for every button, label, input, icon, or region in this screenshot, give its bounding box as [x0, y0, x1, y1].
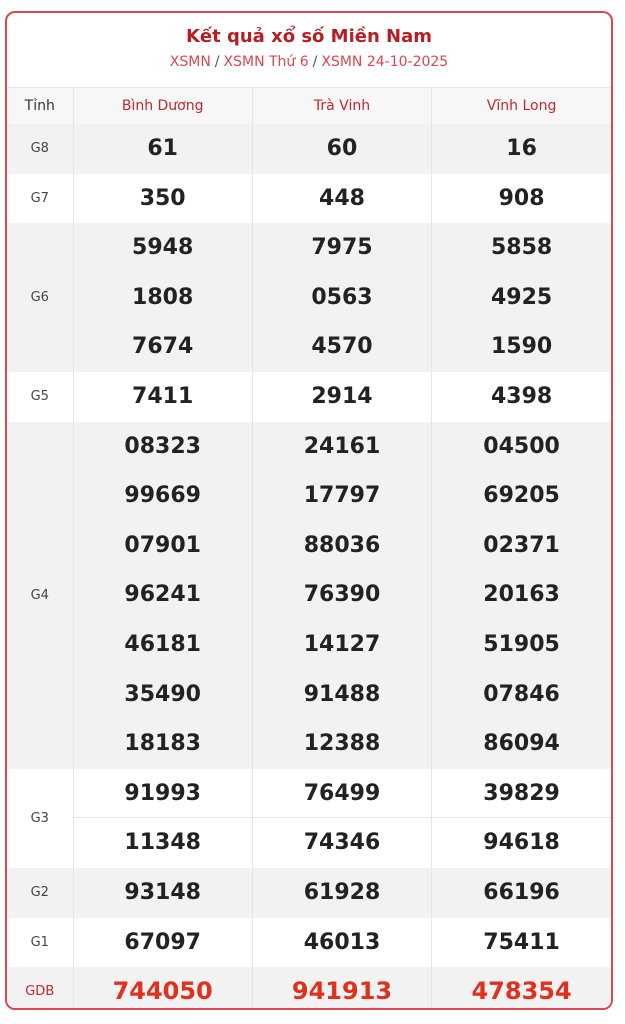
column-header-binh-duong[interactable]: Bình Dương [73, 88, 252, 124]
prize-cell [252, 422, 431, 769]
results-table [7, 88, 611, 1010]
prize-number: 46181 [124, 631, 201, 657]
column-header-vinh-long[interactable]: Vĩnh Long [432, 88, 611, 124]
prize-number: 20163 [483, 582, 560, 608]
prize-number: 02371 [483, 532, 560, 558]
prize-number: 46013 [303, 929, 381, 955]
table-row [7, 372, 611, 422]
prize-number: 4570 [311, 334, 373, 360]
table-row [7, 967, 611, 1010]
prize-cell [432, 174, 611, 224]
prize-label: G5 [7, 372, 73, 422]
prize-number: 1590 [490, 334, 553, 360]
prize-cell [73, 422, 252, 769]
prize-number: 66196 [483, 879, 560, 905]
prize-number: 60 [326, 136, 358, 161]
prize-number: 7674 [132, 334, 194, 360]
prize-number: 88036 [303, 532, 381, 558]
prize-number: 4925 [490, 284, 553, 310]
breadcrumb-separator: / [214, 54, 220, 70]
prize-cell [73, 769, 252, 868]
column-header-province: Tỉnh [7, 88, 73, 124]
page-title: Kết quả xổ số Miền Nam [185, 26, 433, 47]
prize-cell [432, 124, 611, 174]
prize-number: 448 [319, 185, 365, 211]
prize-cell [73, 918, 252, 968]
prize-number: 12388 [303, 731, 381, 757]
prize-number: 86094 [483, 731, 560, 757]
table-row [7, 868, 611, 918]
prize-number: 93148 [124, 879, 201, 905]
prize-label: G2 [7, 868, 73, 918]
prize-cell [73, 174, 252, 224]
prize-number: 99669 [124, 483, 201, 509]
prize-number: 74346 [303, 830, 381, 856]
prize-number: 18183 [124, 731, 201, 757]
prize-number: 91993 [74, 769, 252, 819]
prize-number: 76390 [303, 582, 381, 608]
results-header [7, 13, 611, 88]
prize-cell [73, 868, 252, 918]
prize-number: 08323 [124, 433, 201, 459]
prize-table-body [7, 124, 611, 1010]
prize-number: 61 [147, 136, 178, 161]
prize-cell [73, 372, 252, 422]
prize-number: 350 [139, 185, 186, 211]
prize-number: 35490 [124, 681, 201, 707]
table-row [7, 174, 611, 224]
prize-number: 07901 [124, 532, 201, 558]
prize-number: 5948 [132, 235, 194, 261]
breadcrumb-link-xsmn-thu6[interactable]: XSMN Thứ 6 [223, 54, 309, 70]
prize-number: 1808 [132, 284, 194, 310]
prize-cell [252, 868, 431, 918]
prize-cell [252, 769, 431, 868]
prize-cell [252, 223, 431, 372]
results-card [5, 11, 613, 1010]
table-row [7, 124, 611, 174]
prize-cell [432, 769, 611, 868]
prize-label: G1 [7, 918, 73, 968]
prize-number: 7411 [132, 383, 194, 409]
prize-number: 478354 [471, 977, 572, 1006]
prize-number: 04500 [483, 433, 560, 459]
prize-number: 16 [506, 136, 537, 161]
prize-number: 14127 [303, 631, 381, 657]
prize-label: G3 [7, 769, 73, 868]
prize-number: 0563 [311, 284, 373, 310]
prize-cell [252, 174, 431, 224]
prize-cell [432, 868, 611, 918]
table-row [7, 223, 611, 372]
prize-number: 39829 [432, 769, 611, 819]
prize-number: 91488 [303, 681, 381, 707]
prize-label: G4 [7, 422, 73, 769]
prize-number: 69205 [483, 483, 560, 509]
column-header-tra-vinh[interactable]: Trà Vinh [252, 88, 431, 124]
breadcrumb-link-date[interactable]: XSMN 24-10-2025 [321, 54, 449, 70]
prize-label: G8 [7, 124, 73, 174]
prize-cell [432, 967, 611, 1010]
prize-number: 76499 [253, 769, 431, 819]
breadcrumb-separator: / [312, 54, 318, 70]
prize-label: G7 [7, 174, 73, 224]
prize-number: 5858 [490, 235, 553, 261]
prize-cell [73, 124, 252, 174]
prize-number: 7975 [311, 235, 373, 261]
prize-cell [252, 967, 431, 1010]
prize-number: 96241 [124, 582, 201, 608]
prize-cell [73, 223, 252, 372]
table-row [7, 918, 611, 968]
table-row [7, 422, 611, 769]
prize-number: 11348 [124, 830, 201, 856]
prize-cell [252, 918, 431, 968]
prize-cell [432, 918, 611, 968]
breadcrumb [7, 53, 611, 71]
breadcrumb-link-xsmn[interactable]: XSMN [169, 54, 211, 70]
prize-cell [432, 422, 611, 769]
prize-label: G6 [7, 223, 73, 372]
prize-number: 941913 [291, 977, 393, 1006]
prize-cell [432, 372, 611, 422]
prize-cell [252, 124, 431, 174]
prize-number: 908 [498, 185, 545, 211]
prize-number: 94618 [483, 830, 560, 856]
prize-number: 61928 [303, 879, 381, 905]
prize-cell [73, 967, 252, 1010]
table-row [7, 769, 611, 868]
prize-number: 75411 [483, 929, 560, 955]
prize-number: 17797 [303, 483, 381, 509]
prize-cell [252, 372, 431, 422]
table-header-row [7, 88, 611, 124]
prize-number: 4398 [490, 383, 553, 409]
prize-number: 67097 [124, 929, 201, 955]
prize-number: 24161 [303, 433, 381, 459]
prize-label: GDB [7, 967, 73, 1010]
prize-number: 51905 [483, 631, 560, 657]
prize-number: 744050 [112, 977, 213, 1006]
prize-number: 07846 [483, 681, 560, 707]
prize-number: 2914 [311, 383, 373, 409]
prize-cell [432, 223, 611, 372]
